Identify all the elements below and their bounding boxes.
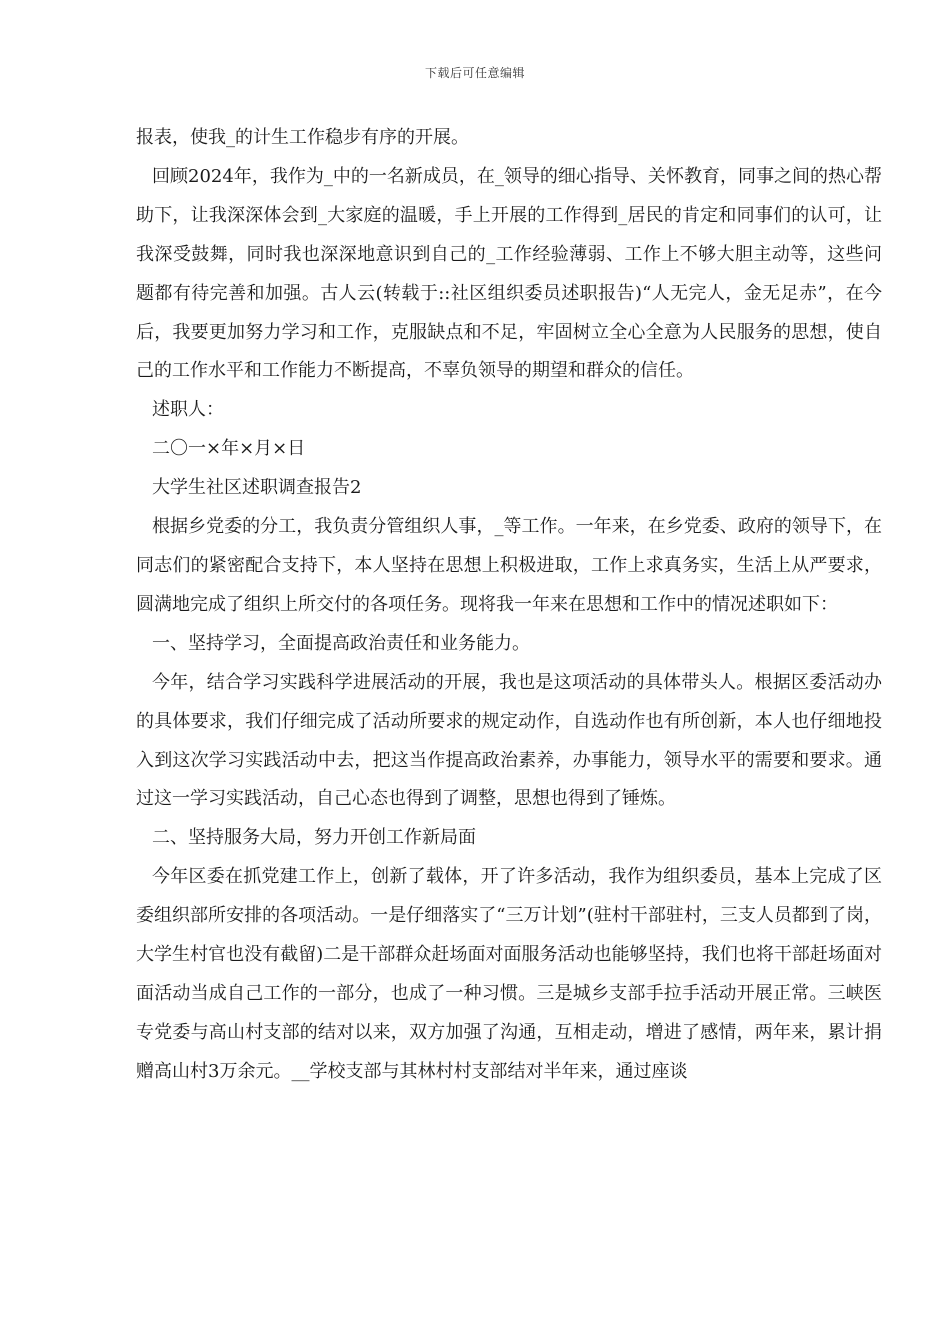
signature-label: 述职人： <box>152 399 224 421</box>
section-heading: 一、坚持学习，全面提高政治责任和业务能力。 <box>152 632 530 654</box>
paragraph: 今年，结合学习实践科学进展活动的开展，我也是这项活动的具体带头人。根据区委活动办的具体要求，我们仔细完成了活动所要求的规定动作，自选动作也有所创新，本人也仔细地投入到这次学习实践活动中去，把这当作提高政治素养，办事能力，领导水平的需要和要求。通过这一学习实践活动，自己心态也得到了调整，思想也得到了锤炼。 <box>136 671 882 810</box>
page-header-note: 下载后可任意编辑 <box>424 66 525 80</box>
section-heading: 二、坚持服务大局，努力开创工作新局面 <box>152 827 476 849</box>
paragraph: 今年区委在抓党建工作上，创新了载体，开了许多活动，我作为组织委员，基本上完成了区委组织部所安排的各项活动。一是仔细落实了“三万计划”(驻村干部驻村，三支人员都到了岗，大学生村官也没有截留)二是干部群众赶场面对面服务活动也能够坚持，我们也将干部赶场面对面活动当成自己工作的一部分，也成了一种习惯。三是城乡支部手拉手活动开展正常。三峡医专党委与高山村支部的结对以来，双方加强了沟通，互相走动，增进了感情，两年来，累计捐赠高山村3万余元。__学校支部与其林村村支部结对半年来，通过座谈 <box>136 866 882 1082</box>
paragraph: 报表，使我_的计生工作稳步有序的开展。 <box>136 127 469 148</box>
section-title: 大学生社区述职调查报告2 <box>152 477 362 499</box>
paragraph: 根据乡党委的分工，我负责分管组织人事，_等工作。一年来，在乡党委、政府的领导下，在同志们的紧密配合支持下，本人坚持在思想上积极进取，工作上求真务实，生活上从严要求，圆满地完成了组织上所交付的各项任务。现将我一年来在思想和工作中的情况述职如下： <box>136 516 882 615</box>
document-body <box>136 119 882 1092</box>
paragraph: 回顾2024年，我作为_中的一名新成员，在_领导的细心指导、关怀教育，同事之间的热心帮助下，让我深深体会到_大家庭的温暖，手上开展的工作得到_居民的肯定和同事们的认可，让我深受鼓舞，同时我也深深地意识到自己的_工作经验薄弱、工作上不够大胆主动等，这些问题都有待完善和加强。古人云(转载于::社区组织委员述职报告)“人无完人，金无足赤”，在今后，我要更加努力学习和工作，克服缺点和不足，牢固树立全心全意为人民服务的思想，使自己的工作水平和工作能力不断提高，不辜负领导的期望和群众的信任。 <box>136 165 882 382</box>
date-line: 二〇一×年×月×日 <box>152 438 306 460</box>
